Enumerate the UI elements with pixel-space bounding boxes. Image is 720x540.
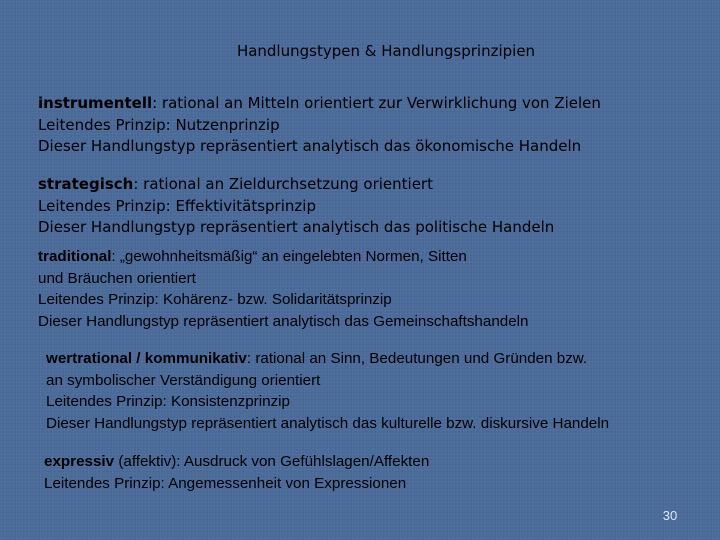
block-first-line (38, 174, 554, 196)
block-line: Dieser Handlungstyp repräsentiert analytisch das kulturelle bzw. diskursive Handeln (46, 414, 610, 432)
block-line: Leitendes Prinzip: Nutzenprinzip (38, 115, 280, 134)
block-line: Leitendes Prinzip: Konsistenzprinzip (46, 393, 290, 410)
block-first-line (46, 348, 609, 370)
block-first-line (38, 246, 529, 268)
block-first-line-text: : rational an Mitteln orientiert zur Verwirklichung von Zielen (152, 94, 601, 112)
block-line: Leitendes Prinzip: Effektivitätsprinzip (38, 196, 316, 215)
text-block-strategisch (38, 174, 554, 239)
block-keyword: expressiv (44, 453, 115, 470)
block-line: Dieser Handlungstyp repräsentiert analytisch das ökonomische Handeln (38, 137, 582, 155)
text-block-instrumentell (38, 93, 601, 158)
block-line: Dieser Handlungstyp repräsentiert analytisch das Gemeinschaftshandeln (38, 312, 529, 330)
text-block-traditional (38, 246, 529, 332)
block-keyword: strategisch (38, 175, 134, 193)
text-block-wertrational (46, 348, 609, 434)
block-line: Leitendes Prinzip: Kohärenz- bzw. Solidaritätsprinzip (38, 291, 392, 308)
block-keyword: wertrational / kommunikativ (46, 350, 247, 367)
block-line: Dieser Handlungstyp repräsentiert analytisch das politische Handeln (38, 218, 555, 236)
block-line: an symbolischer Verständigung orientiert (46, 371, 321, 389)
block-first-line (44, 451, 429, 473)
block-first-line-text: : rational an Zieldurchsetzung orientiert (133, 175, 433, 193)
block-first-line-text: : „gewohnheitsmäßig“ an eingelebten Normen, Sitten (111, 248, 467, 265)
page-number: 30 (662, 508, 678, 523)
block-first-line-text: : rational an Sinn, Bedeutungen und Gründen bzw. (246, 350, 588, 367)
slide-title: Handlungstypen & Handlungsprinzipien (236, 42, 536, 60)
block-first-line (38, 93, 601, 115)
text-block-expressiv (44, 451, 429, 494)
block-first-line-text: (affektiv): Ausdruck von Gefühlslagen/Affekten (114, 453, 430, 470)
block-line: und Bräuchen orientiert (38, 269, 196, 287)
block-keyword: traditional (38, 248, 112, 265)
block-line: Leitendes Prinzip: Angemessenheit von Expressionen (44, 474, 407, 492)
block-keyword: instrumentell (38, 94, 153, 112)
